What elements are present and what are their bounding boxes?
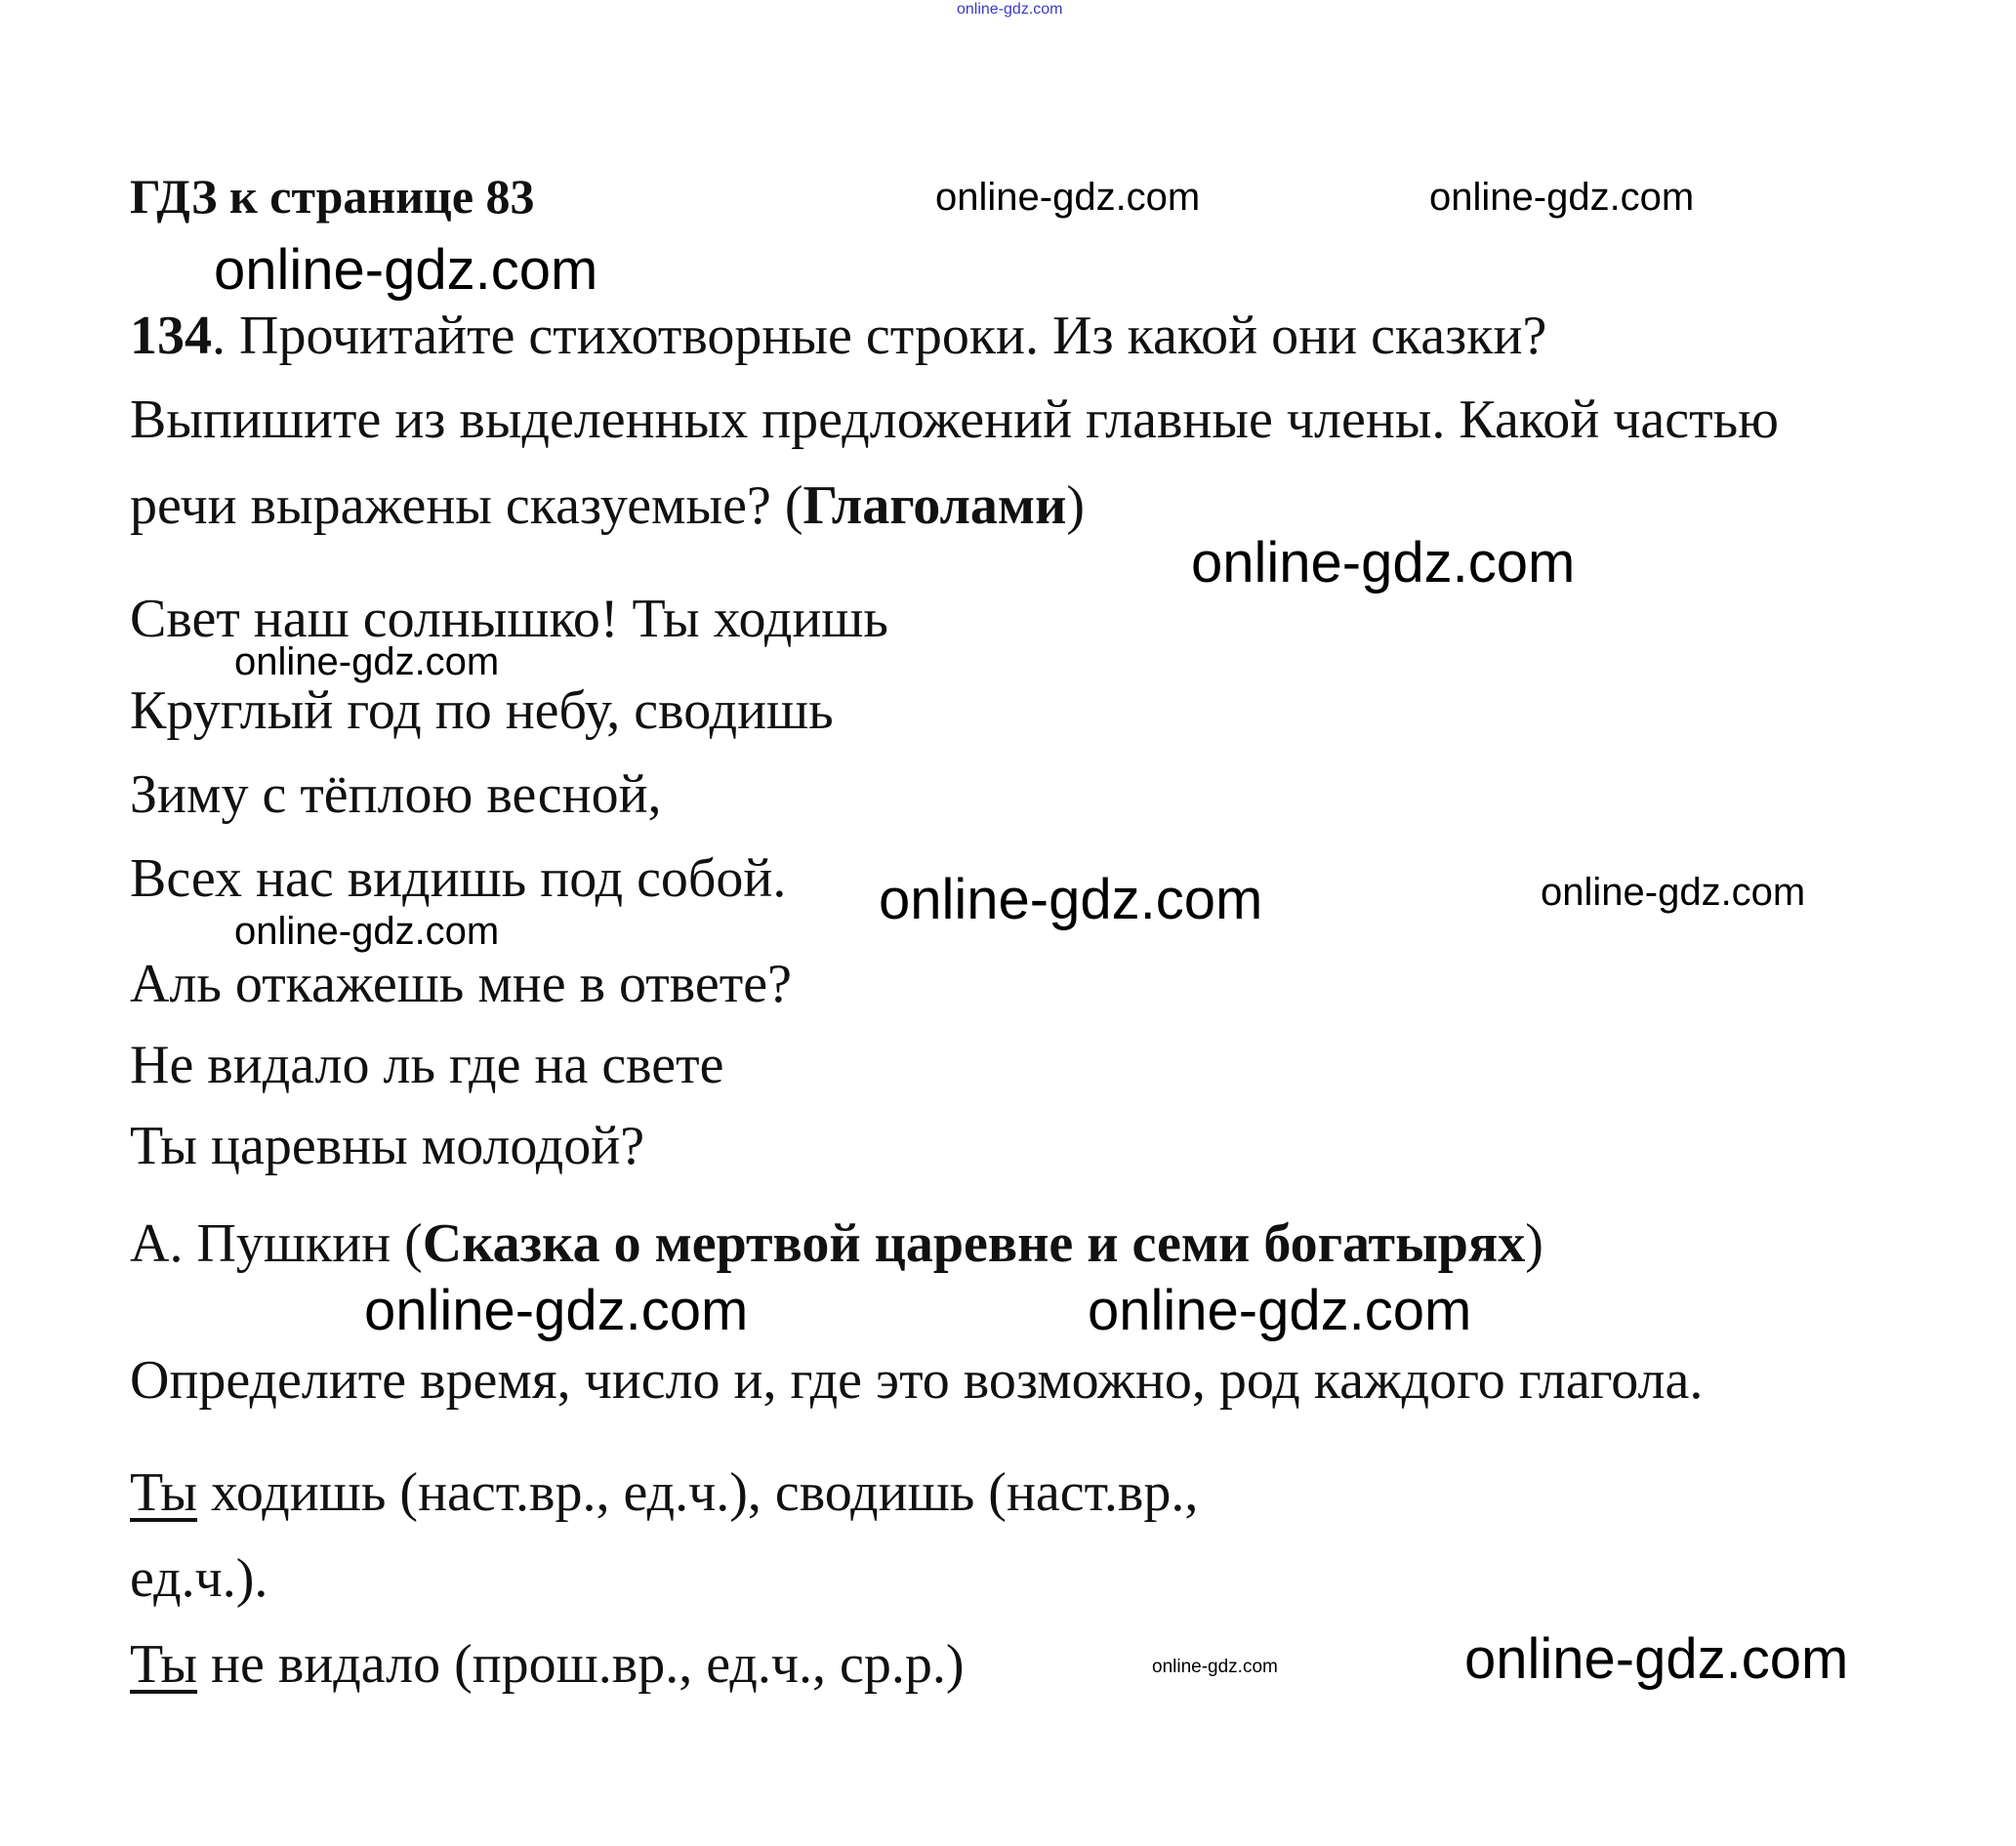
answer-line — [130, 1548, 268, 1609]
watermark: online-gdz.com — [1191, 531, 1576, 595]
poem-line: Ты царевны молодой? — [130, 1116, 645, 1176]
answer-text: не видало (прош.вр., ед.ч., ср.р.) — [197, 1634, 965, 1695]
answer-line — [130, 1462, 1199, 1523]
source-author: А. Пушкин ( — [130, 1213, 423, 1274]
task-text: речи выражены сказуемые? ( — [130, 475, 803, 536]
answer-line — [130, 1634, 965, 1695]
task-line-2: Выпишите из выделенных предложений главные члены. Какой частью — [130, 390, 1779, 450]
source-line — [130, 1213, 1543, 1274]
task-text: . Прочитайте стихотворные строки. Из какой они сказки? — [212, 306, 1547, 366]
task-text: ) — [1066, 475, 1085, 536]
page-title: ГДЗ к странице 83 — [130, 169, 535, 224]
task-number: 134 — [130, 306, 212, 366]
watermark: online-gdz.com — [1152, 1657, 1278, 1677]
poem-line: Аль откажешь мне в ответе? — [130, 954, 792, 1014]
question-line: Определите время, число и, где это возможно, род каждого глагола. — [130, 1350, 1704, 1411]
poem-line: Круглый год по небу, сводишь — [130, 680, 834, 741]
answer-text: ед.ч.). — [130, 1548, 268, 1609]
task-line-3 — [130, 475, 1085, 536]
answer-text: ходишь (наст.вр., ед.ч.), сводишь (наст.вр., — [197, 1462, 1199, 1523]
answer-subject: Ты — [130, 1462, 198, 1523]
watermark: online-gdz.com — [1088, 1279, 1472, 1342]
watermark: online-gdz.com — [1429, 176, 1695, 219]
poem-line: Всех нас видишь под собой. — [130, 848, 787, 909]
watermark: online-gdz.com — [214, 238, 598, 302]
source-title: Сказка о мертвой царевне и семи богатырях — [422, 1213, 1526, 1274]
poem-line: Свет наш солнышко! Ты ходишь — [130, 589, 888, 649]
task-answer: Глаголами — [802, 475, 1067, 536]
poem-line: Не видало ль где на свете — [130, 1035, 724, 1095]
source-text: ) — [1525, 1213, 1543, 1274]
watermark: online-gdz.com — [879, 868, 1263, 931]
watermark: online-gdz.com — [935, 176, 1201, 219]
watermark: online-gdz.com — [957, 1, 1063, 18]
answer-subject: Ты — [130, 1634, 198, 1695]
watermark: online-gdz.com — [234, 640, 500, 683]
watermark: online-gdz.com — [234, 910, 500, 953]
poem-line: Зиму с тёплою весной, — [130, 764, 662, 825]
task-line-1 — [130, 306, 1547, 366]
watermark: online-gdz.com — [364, 1279, 749, 1342]
watermark: online-gdz.com — [1541, 871, 1806, 914]
watermark: online-gdz.com — [1464, 1627, 1849, 1691]
